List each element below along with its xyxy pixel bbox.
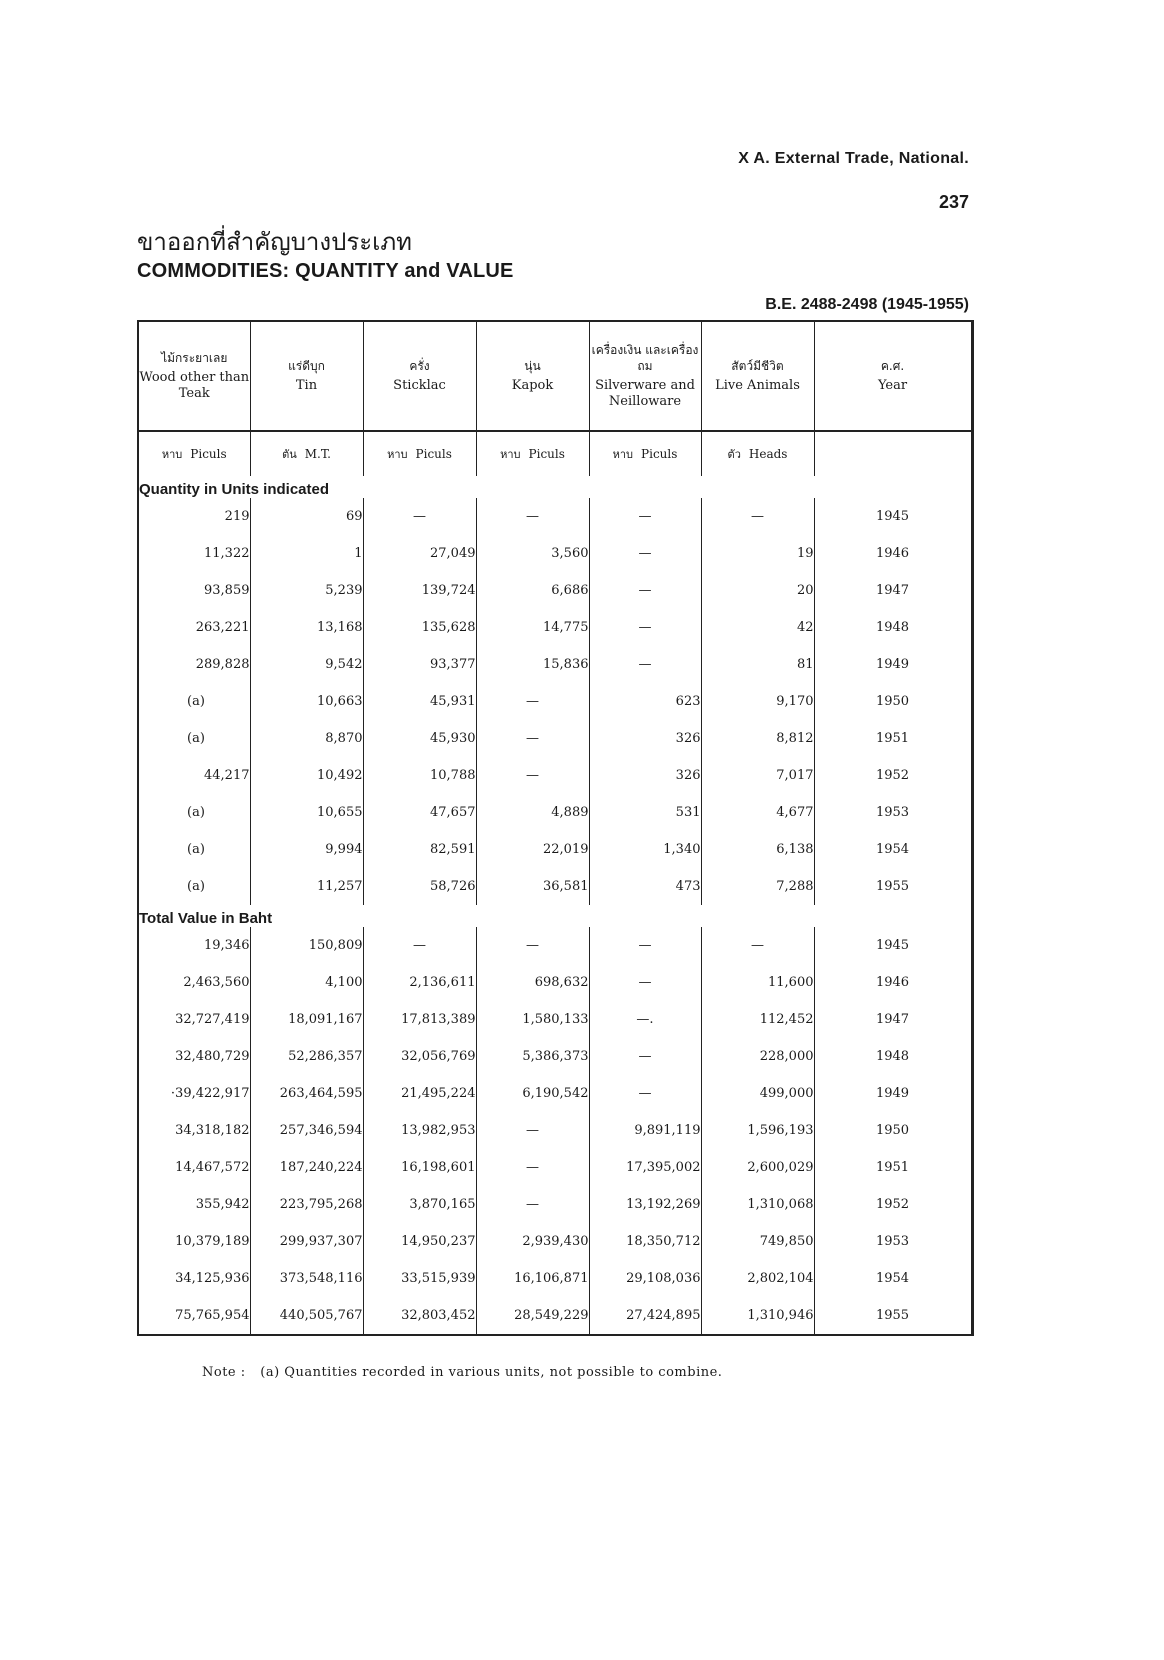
table-row	[138, 1149, 972, 1186]
table-row	[138, 498, 972, 535]
table-cell: 7,288	[701, 868, 814, 905]
table-cell: 45,931	[363, 683, 476, 720]
table-cell: 326	[589, 720, 701, 757]
table-row	[138, 868, 972, 905]
table-cell: 1,596,193	[701, 1112, 814, 1149]
table-cell: 22,019	[476, 831, 589, 868]
table-cell: 16,198,601	[363, 1149, 476, 1186]
column-header-thai: ค.ศ.	[880, 359, 905, 373]
table-cell: 11,322	[138, 535, 250, 572]
table-cell: 1,310,068	[701, 1186, 814, 1223]
year-cell: 1955	[814, 868, 972, 905]
column-header-en: Sticklac	[393, 378, 446, 393]
table-cell: —	[476, 1186, 589, 1223]
table-row	[138, 646, 972, 683]
table-row	[138, 572, 972, 609]
table-cell: 17,813,389	[363, 1001, 476, 1038]
column-header-en: Silverware and Neilloware	[595, 378, 695, 409]
group-heading-row	[138, 905, 972, 927]
table-cell: 8,812	[701, 720, 814, 757]
unit-cell	[138, 431, 250, 476]
table-cell: 4,100	[250, 964, 363, 1001]
table-cell: 13,982,953	[363, 1112, 476, 1149]
table-cell: 5,386,373	[476, 1038, 589, 1075]
unit-row	[138, 431, 972, 476]
table-cell: 47,657	[363, 794, 476, 831]
unit-cell	[250, 431, 363, 476]
year-cell: 1954	[814, 1260, 972, 1297]
table-cell: 17,395,002	[589, 1149, 701, 1186]
year-cell: 1948	[814, 609, 972, 646]
unit-en: Piculs	[190, 447, 227, 461]
table-cell: 44,217	[138, 757, 250, 794]
table-cell: 228,000	[701, 1038, 814, 1075]
table-cell: 7,017	[701, 757, 814, 794]
table-cell: 11,257	[250, 868, 363, 905]
table-cell: —	[589, 964, 701, 1001]
footnote	[202, 1365, 732, 1380]
table-cell: 32,480,729	[138, 1038, 250, 1075]
unit-thai: หาบ	[161, 448, 183, 461]
year-cell: 1949	[814, 646, 972, 683]
unit-cell	[589, 431, 701, 476]
table-cell: 13,168	[250, 609, 363, 646]
table-cell: —	[476, 757, 589, 794]
table-row	[138, 720, 972, 757]
column-header-en: Tin	[295, 378, 318, 393]
table-cell: 28,549,229	[476, 1297, 589, 1335]
table-cell: 81	[701, 646, 814, 683]
table-cell: 9,891,119	[589, 1112, 701, 1149]
column-header-en: Live Animals	[715, 378, 800, 393]
table-cell: (a)	[138, 720, 250, 757]
table-cell: 29,108,036	[589, 1260, 701, 1297]
year-cell: 1949	[814, 1075, 972, 1112]
unit-en: Piculs	[415, 447, 452, 461]
table-cell: 289,828	[138, 646, 250, 683]
table-cell: 299,937,307	[250, 1223, 363, 1260]
table-cell: 33,515,939	[363, 1260, 476, 1297]
table-cell: 27,424,895	[589, 1297, 701, 1335]
table-cell: 52,286,357	[250, 1038, 363, 1075]
table-row	[138, 1038, 972, 1075]
table-cell: 2,600,029	[701, 1149, 814, 1186]
table-cell: 473	[589, 868, 701, 905]
year-cell: 1952	[814, 1186, 972, 1223]
table-row	[138, 964, 972, 1001]
table-cell: 139,724	[363, 572, 476, 609]
table-cell: 19,346	[138, 927, 250, 964]
year-cell: 1951	[814, 720, 972, 757]
column-header-en: Kapok	[511, 378, 554, 393]
section-title: X A. External Trade, National.	[738, 150, 969, 167]
unit-thai: หาบ	[612, 448, 634, 461]
column-header-thai: แร่ดีบุก	[288, 359, 325, 373]
table-cell: 9,994	[250, 831, 363, 868]
column-header-en: Year	[877, 378, 908, 393]
table-cell: 326	[589, 757, 701, 794]
unit-cell	[814, 431, 972, 476]
table-cell: 34,125,936	[138, 1260, 250, 1297]
year-cell: 1946	[814, 964, 972, 1001]
table-cell: 6,190,542	[476, 1075, 589, 1112]
table-row	[138, 1001, 972, 1038]
table-cell: 187,240,224	[250, 1149, 363, 1186]
year-cell: 1955	[814, 1297, 972, 1335]
table-cell: 2,136,611	[363, 964, 476, 1001]
table-cell: 11,600	[701, 964, 814, 1001]
table-body	[138, 476, 972, 1335]
table-cell: 20	[701, 572, 814, 609]
column-header-thai: สัตว์มีชีวิต	[731, 359, 784, 373]
table-cell: 9,542	[250, 646, 363, 683]
table-cell: 16,106,871	[476, 1260, 589, 1297]
table-row	[138, 927, 972, 964]
table-cell: 112,452	[701, 1001, 814, 1038]
table-cell: 18,091,167	[250, 1001, 363, 1038]
table-cell: ·39,422,917	[138, 1075, 250, 1112]
table-cell: 4,677	[701, 794, 814, 831]
table-cell: 1,310,946	[701, 1297, 814, 1335]
table-cell: 8,870	[250, 720, 363, 757]
column-header-thai: เครื่องเงิน และเครื่องถม	[591, 343, 699, 373]
group-heading-row	[138, 476, 972, 498]
page-number: 237	[938, 192, 969, 212]
table-cell: 93,377	[363, 646, 476, 683]
table-cell: 10,492	[250, 757, 363, 794]
table-cell: 2,939,430	[476, 1223, 589, 1260]
table-row	[138, 1186, 972, 1223]
table-row	[138, 757, 972, 794]
table-row	[138, 535, 972, 572]
table-row	[138, 609, 972, 646]
table-cell: —	[476, 1112, 589, 1149]
footnote-label: Note :	[202, 1365, 246, 1380]
table-cell: 1,340	[589, 831, 701, 868]
table-row	[138, 1112, 972, 1149]
table-cell: 499,000	[701, 1075, 814, 1112]
table-cell: —	[589, 1038, 701, 1075]
year-cell: 1945	[814, 927, 972, 964]
table-cell: 36,581	[476, 868, 589, 905]
column-header	[476, 321, 589, 431]
table-cell: 21,495,224	[363, 1075, 476, 1112]
table-row	[138, 1075, 972, 1112]
unit-en: Heads	[748, 447, 788, 461]
year-cell: 1953	[814, 794, 972, 831]
table-cell: 10,379,189	[138, 1223, 250, 1260]
year-cell: 1947	[814, 572, 972, 609]
table-cell: 32,727,419	[138, 1001, 250, 1038]
table-cell: —	[476, 683, 589, 720]
column-header-thai: นุ่น	[524, 359, 541, 373]
table-row	[138, 1297, 972, 1335]
table-cell: 6,686	[476, 572, 589, 609]
group-heading: Quantity in Units indicated	[138, 476, 814, 498]
table-cell: 355,942	[138, 1186, 250, 1223]
group-heading-spacer	[814, 476, 972, 498]
table-cell: (a)	[138, 868, 250, 905]
column-header-thai: ไม้กระยาเลย	[161, 351, 228, 365]
year-cell: 1945	[814, 498, 972, 535]
table-cell: 6,138	[701, 831, 814, 868]
table-cell: 698,632	[476, 964, 589, 1001]
table-cell: 18,350,712	[589, 1223, 701, 1260]
table-cell: —	[589, 498, 701, 535]
year-cell: 1951	[814, 1149, 972, 1186]
table-cell: —	[589, 609, 701, 646]
table-cell: 10,788	[363, 757, 476, 794]
table-cell: —	[589, 572, 701, 609]
table-cell: 13,192,269	[589, 1186, 701, 1223]
table-cell: 14,467,572	[138, 1149, 250, 1186]
table-cell: 3,870,165	[363, 1186, 476, 1223]
unit-cell	[701, 431, 814, 476]
table-cell: 82,591	[363, 831, 476, 868]
table-cell: 263,464,595	[250, 1075, 363, 1112]
table-cell: 75,765,954	[138, 1297, 250, 1335]
table-cell: —	[589, 927, 701, 964]
table-cell: 34,318,182	[138, 1112, 250, 1149]
year-cell: 1947	[814, 1001, 972, 1038]
table-row	[138, 794, 972, 831]
table-cell: —	[589, 646, 701, 683]
table-cell: —.	[589, 1001, 701, 1038]
table-cell: 42	[701, 609, 814, 646]
column-header	[363, 321, 476, 431]
page-title-thai: ขาออกที่สำคัญบางประเภท	[137, 228, 412, 256]
column-header	[589, 321, 701, 431]
column-header	[701, 321, 814, 431]
year-cell: 1950	[814, 1112, 972, 1149]
table-cell: 45,930	[363, 720, 476, 757]
table-row	[138, 1223, 972, 1260]
table-cell: 257,346,594	[250, 1112, 363, 1149]
table-cell: —	[701, 498, 814, 535]
table-cell: 2,802,104	[701, 1260, 814, 1297]
period-label: B.E. 2488-2498 (1945-1955)	[765, 296, 969, 313]
table-cell: —	[476, 927, 589, 964]
table-cell: 531	[589, 794, 701, 831]
commodities-table	[137, 320, 974, 1336]
column-header	[814, 321, 972, 431]
table-row	[138, 831, 972, 868]
table-cell: 58,726	[363, 868, 476, 905]
unit-en: M.T.	[304, 447, 331, 461]
table-cell: 4,889	[476, 794, 589, 831]
table-cell: 3,560	[476, 535, 589, 572]
page-title: COMMODITIES: QUANTITY and VALUE	[137, 260, 514, 282]
table-cell: 135,628	[363, 609, 476, 646]
year-cell: 1953	[814, 1223, 972, 1260]
table-cell: 15,836	[476, 646, 589, 683]
unit-en: Piculs	[528, 447, 565, 461]
table-cell: 623	[589, 683, 701, 720]
table-cell: 749,850	[701, 1223, 814, 1260]
table-cell: (a)	[138, 831, 250, 868]
unit-thai: หาบ	[500, 448, 521, 461]
table-cell: 1,580,133	[476, 1001, 589, 1038]
unit-thai: ตัน	[282, 448, 297, 461]
table-cell: 27,049	[363, 535, 476, 572]
unit-thai: หาบ	[387, 448, 408, 461]
table-cell: 32,803,452	[363, 1297, 476, 1335]
table-cell: 14,775	[476, 609, 589, 646]
table-cell: 93,859	[138, 572, 250, 609]
table-cell: —	[363, 927, 476, 964]
table-cell: 9,170	[701, 683, 814, 720]
table-cell: —	[701, 927, 814, 964]
column-header-thai: ครั่ง	[409, 359, 430, 373]
table-cell: 1	[250, 535, 363, 572]
table-cell: —	[589, 535, 701, 572]
column-header-en: Wood other than Teak	[139, 370, 250, 401]
column-header	[138, 321, 250, 431]
table-cell: —	[589, 1075, 701, 1112]
column-header	[250, 321, 363, 431]
table-cell: 440,505,767	[250, 1297, 363, 1335]
unit-en: Piculs	[641, 447, 678, 461]
table-cell: (a)	[138, 794, 250, 831]
table-cell: 263,221	[138, 609, 250, 646]
commodities-table-wrap	[137, 320, 971, 1336]
table-cell: 5,239	[250, 572, 363, 609]
table-cell: 69	[250, 498, 363, 535]
table-cell: —	[476, 720, 589, 757]
group-heading-spacer	[814, 905, 972, 927]
year-cell: 1950	[814, 683, 972, 720]
year-cell: 1954	[814, 831, 972, 868]
year-cell: 1952	[814, 757, 972, 794]
table-row	[138, 683, 972, 720]
table-cell: —	[363, 498, 476, 535]
table-cell: 32,056,769	[363, 1038, 476, 1075]
unit-cell	[363, 431, 476, 476]
year-cell: 1948	[814, 1038, 972, 1075]
table-cell: 14,950,237	[363, 1223, 476, 1260]
table-cell: (a)	[138, 683, 250, 720]
group-heading: Total Value in Baht	[138, 905, 814, 927]
table-cell: 10,655	[250, 794, 363, 831]
table-cell: 2,463,560	[138, 964, 250, 1001]
table-cell: 150,809	[250, 927, 363, 964]
year-cell: 1946	[814, 535, 972, 572]
table-cell: —	[476, 498, 589, 535]
table-row	[138, 1260, 972, 1297]
unit-thai: ตัว	[727, 448, 741, 461]
unit-cell	[476, 431, 589, 476]
table-cell: —	[476, 1149, 589, 1186]
column-header-row	[138, 321, 972, 431]
table-cell: 219	[138, 498, 250, 535]
table-cell: 223,795,268	[250, 1186, 363, 1223]
table-cell: 10,663	[250, 683, 363, 720]
footnote-text: (a) Quantities recorded in various units, not possible to combine.	[260, 1365, 723, 1380]
table-cell: 19	[701, 535, 814, 572]
table-cell: 373,548,116	[250, 1260, 363, 1297]
